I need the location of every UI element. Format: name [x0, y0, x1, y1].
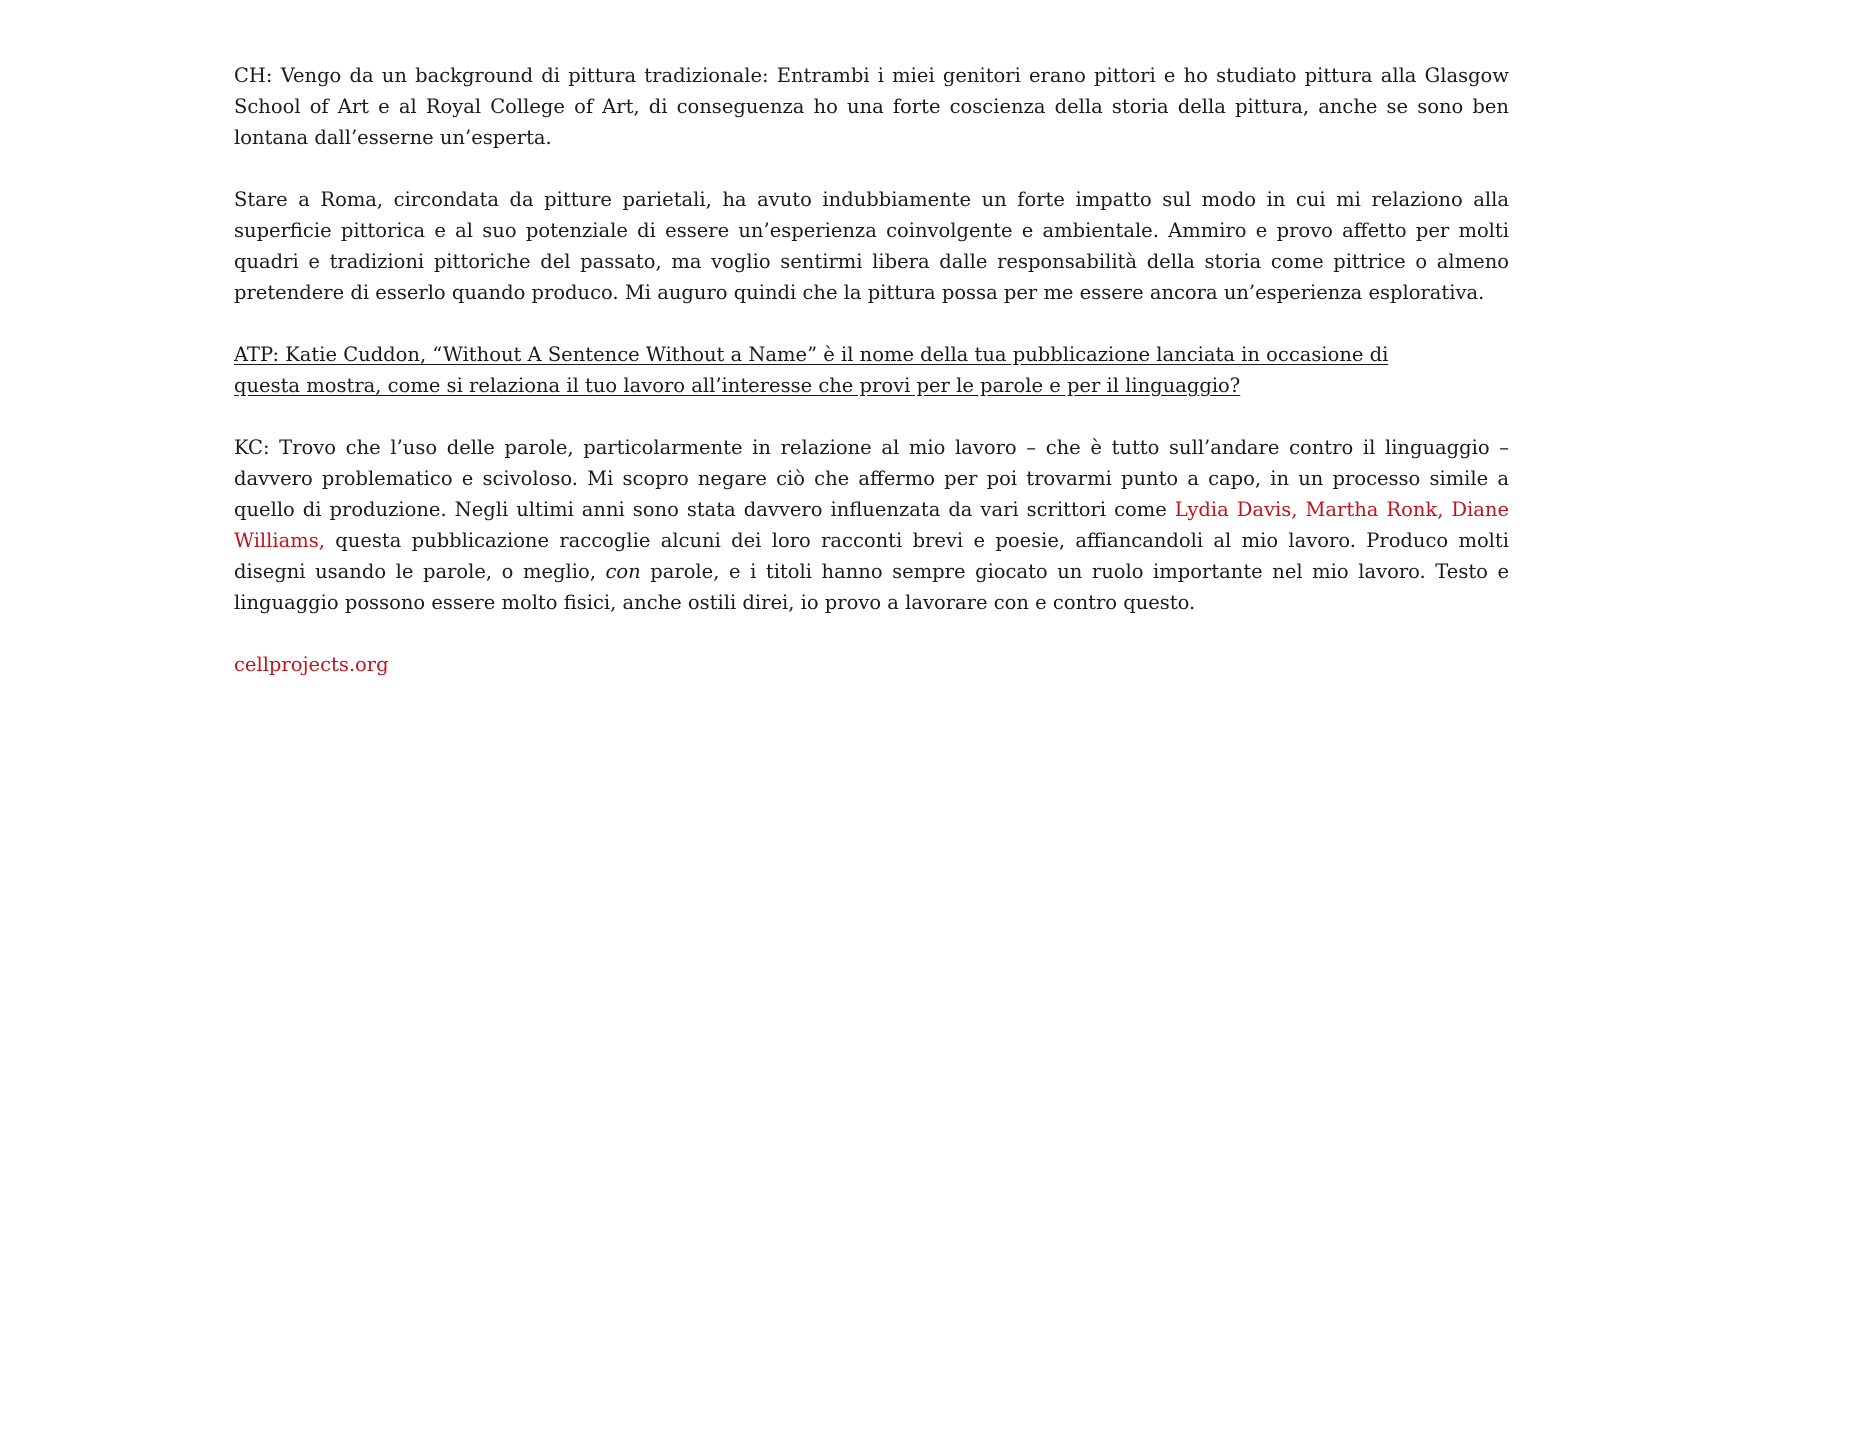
answer-emphasis: con	[605, 560, 641, 583]
paragraph-kc-answer	[234, 432, 1509, 618]
answer-text-part-1: KC: Trovo che l’uso delle parole, particolarmente in relazione al mio lavoro – che è tutto sull’andare contro il linguaggio – davvero problematico e scivoloso. Mi scopro negare ciò che affermo per poi trovarmi punto a capo, in un processo simile a quello di produzione. Negli ultimi anni sono stata davvero influenzata da vari scrittori come	[234, 436, 1509, 521]
website-link[interactable]: cellprojects.org	[234, 653, 389, 676]
paragraph-ch-background: CH: Vengo da un background di pittura tradizionale: Entrambi i miei genitori erano pittori e ho studiato pittura alla Glasgow School of Art e al Royal College of Art, di conseguenza ho una forte coscienza della storia della pittura, anche se sono ben lontana dall’esserne un’esperta.	[234, 64, 1509, 149]
answer-text-part-3: parole, e i titoli hanno sempre giocato un ruolo importante nel mio lavoro. Testo e linguaggio possono essere molto fisici, anche ostili direi, io provo a lavorare con e contro questo.	[234, 560, 1510, 614]
answer-text-part-2: questa pubblicazione raccoglie alcuni dei loro racconti brevi e poesie, affiancandoli al mio lavoro. Produco molti disegni usando le parole, o meglio,	[234, 529, 1509, 583]
interview-question: ATP: Katie Cuddon, “Without A Sentence Without a Name” è il nome della tua pubblicazione lanciata in occasione di questa mostra, come si relaziona il tuo lavoro all’interesse che provi per le parole e per il linguaggio?	[234, 343, 1389, 397]
author-names: Lydia Davis, Martha Ronk, Diane Williams,	[234, 498, 1509, 552]
paragraph-rome-painting: Stare a Roma, circondata da pitture parietali, ha avuto indubbiamente un forte impatto sul modo in cui mi relaziono alla superficie pittorica e al suo potenziale di essere un’esperienza coinvolgente e ambientale. Ammiro e provo affetto per molti quadri e tradizioni pittoriche del passato, ma voglio sentirmi libera dalle responsabilità della storia come pittrice o almeno pretendere di esserlo quando produco. Mi auguro quindi che la pittura possa per me essere ancora un’esperienza esplorativa.	[234, 188, 1509, 304]
document-page	[234, 60, 1509, 711]
website-line	[234, 649, 1509, 680]
